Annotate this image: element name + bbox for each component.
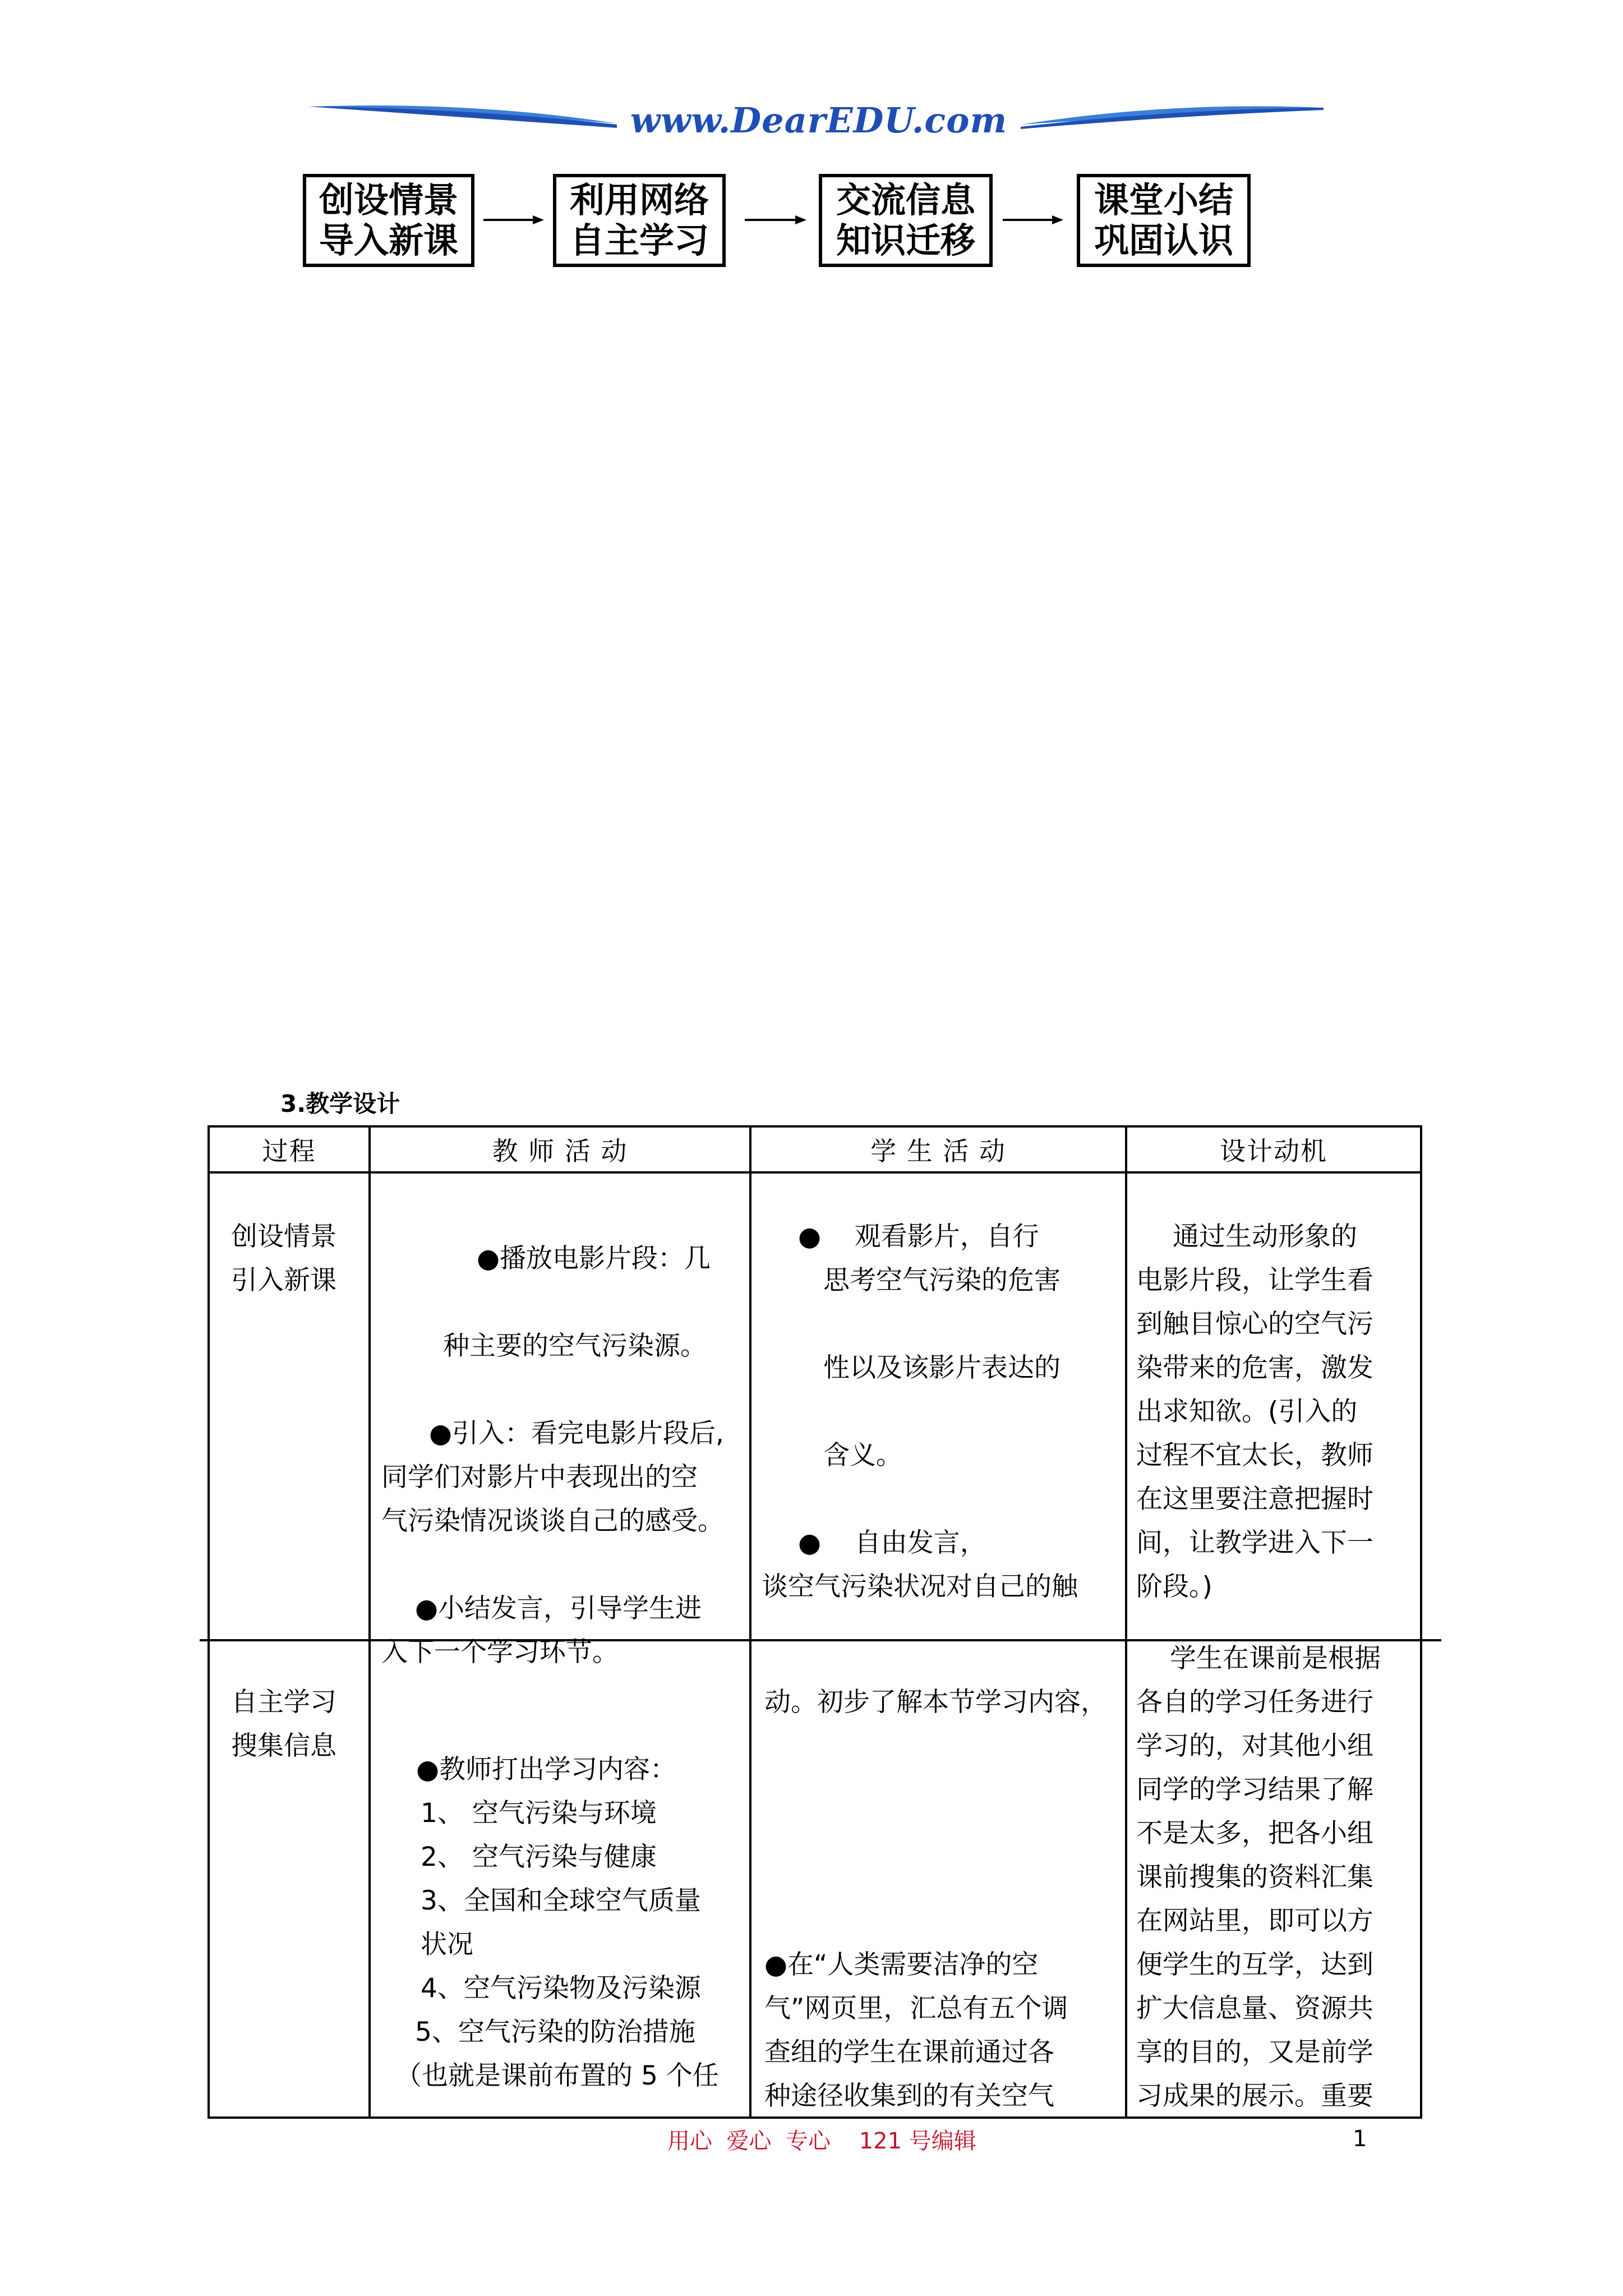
header-process: 过程	[262, 1136, 316, 1166]
table-col-line	[749, 1125, 751, 2119]
student-text: 气”网页里，汇总有五个调	[764, 1993, 1068, 2024]
flow-step-1	[303, 174, 474, 267]
flow-step-4-line2: 巩固认识	[1094, 220, 1233, 261]
table-col-line	[1420, 1125, 1422, 2119]
motivation-line: 扩大信息量、资源共	[1136, 1993, 1373, 2024]
arrow-right-icon	[1003, 213, 1064, 227]
flow-step-2-line2: 自主学习	[569, 220, 709, 261]
student-text: 查组的学生在课前通过各	[764, 2037, 1054, 2068]
motivation-line: 阶段。)	[1136, 1571, 1212, 1602]
motivation-line: 不是太多，把各小组	[1136, 1818, 1373, 1849]
motivation-line: 课前搜集的资料汇集	[1136, 1862, 1373, 1893]
flow-step-3-line1: 交流信息	[836, 180, 975, 220]
student-text: 种途径收集到的有关空气	[764, 2081, 1054, 2111]
teacher-bullet-intro: ●引入：看完电影片段后,	[429, 1418, 724, 1449]
student-text: 谈空气污染状况对自己的触	[762, 1571, 1078, 1602]
section-heading: 3.教学设计	[280, 1090, 400, 1117]
student-text: 思考空气污染的危害	[823, 1265, 1061, 1296]
flow-step-3	[819, 174, 993, 267]
motivation-line: 在网站里，即可以方	[1136, 1906, 1373, 1936]
motivation-line: 各自的学习任务进行	[1136, 1687, 1373, 1718]
motivation-line: 学习的，对其他小组	[1136, 1731, 1373, 1761]
table-col-line	[1125, 1125, 1127, 2119]
motivation-line: 染带来的危害，激发	[1136, 1352, 1373, 1383]
teacher-list-item: 4、空气污染物及污染源	[421, 1973, 701, 2004]
header-teacher-activity: 教 师 活 动	[492, 1136, 628, 1166]
student-text: 含义。	[823, 1440, 902, 1471]
teacher-text: 种主要的空气污染源。	[443, 1331, 707, 1361]
teacher-list-item: 5、空气污染的防治措施	[415, 2017, 695, 2047]
teacher-list-item: 3、全国和全球空气质量	[421, 1885, 701, 1916]
teacher-bullet-summary: ●小结发言，引导学生进	[415, 1593, 702, 1624]
teacher-bullet-play-film: ●播放电影片段：几	[477, 1243, 711, 1274]
flow-step-4	[1077, 174, 1251, 267]
row1-design-motivation	[1136, 1215, 1417, 1609]
row1-student-activity	[762, 1215, 1123, 1609]
table-col-line	[368, 1125, 371, 2119]
row2-design-motivation	[1136, 1637, 1417, 2118]
teacher-bullet-content: ●教师打出学习内容：	[416, 1754, 677, 1785]
student-bullet-watch: ● 观看影片，自行	[798, 1221, 1039, 1252]
motivation-line: 享的目的，又是前学	[1136, 2037, 1373, 2068]
header-student-activity: 学 生 活 动	[870, 1136, 1006, 1166]
student-text: 性以及该影片表达的	[823, 1352, 1061, 1383]
row1-process-line: 引入新课	[231, 1265, 336, 1296]
motivation-line: 学生在课前是根据	[1170, 1643, 1381, 1674]
motivation-line: 间，让教学进入下一	[1136, 1527, 1373, 1558]
student-text: 动。初步了解本节学习内容，	[764, 1687, 1107, 1718]
teacher-text: 入下一个学习环节。	[381, 1637, 619, 1668]
teacher-text: 气污染情况谈谈自己的感受。	[381, 1506, 724, 1536]
motivation-line: 过程不宜太长，教师	[1136, 1440, 1373, 1471]
site-url[interactable]: www.DearEDU.com	[630, 100, 1008, 141]
row1-process	[231, 1215, 336, 1303]
teacher-list-item: 状况	[421, 1929, 473, 1960]
flow-step-2-line1: 利用网络	[569, 180, 709, 220]
flow-step-2	[553, 174, 726, 267]
student-bullet-speak: ● 自由发言，	[798, 1527, 986, 1558]
header-design-motivation: 设计动机	[1220, 1136, 1327, 1166]
motivation-line: 在这里要注意把握时	[1136, 1484, 1373, 1515]
row2-teacher-activity	[381, 1748, 746, 2098]
row2-process	[231, 1681, 336, 1768]
row1-process-line: 创设情景	[231, 1221, 336, 1252]
student-bullet-collect: ●在“人类需要洁净的空	[764, 1949, 1039, 1980]
motivation-line: 通过生动形象的	[1173, 1221, 1357, 1252]
motivation-line: 出求知欲。(引入的	[1136, 1396, 1358, 1427]
teacher-list-item: 2、 空气污染与健康	[421, 1842, 657, 1872]
row2-process-line: 搜集信息	[231, 1731, 336, 1761]
row2-student-activity	[762, 1681, 1123, 2118]
row2-process-line: 自主学习	[231, 1687, 336, 1718]
teacher-list-item: 1、 空气污染与环境	[421, 1798, 657, 1829]
table-col-line	[208, 1125, 210, 2119]
motivation-line: 便学生的互学，达到	[1136, 1949, 1373, 1980]
arrow-right-icon	[745, 213, 808, 227]
motivation-line: 习成果的展示。重要	[1136, 2081, 1373, 2111]
page-footer: 用心 爱心 专心 121 号编辑	[667, 2128, 976, 2154]
motivation-line: 同学的学习结果了解	[1136, 1774, 1373, 1805]
arrow-right-icon	[483, 213, 545, 227]
page-number: 1	[1353, 2126, 1367, 2152]
motivation-line: 电影片段，让学生看	[1136, 1265, 1373, 1296]
motivation-line: 到触目惊心的空气污	[1136, 1309, 1373, 1340]
flow-step-1-line2: 导入新课	[319, 220, 458, 261]
row1-teacher-activity	[381, 1237, 746, 1674]
teacher-list-item: （也就是课前布置的 5 个任	[395, 2060, 719, 2091]
flow-step-1-line1: 创设情景	[319, 180, 458, 220]
table-header-divider	[208, 1171, 1422, 1174]
teacher-text: 同学们对影片中表现出的空	[381, 1462, 698, 1493]
header-banner	[303, 95, 1329, 146]
flow-step-3-line2: 知识迁移	[836, 220, 975, 261]
flow-step-4-line1: 课堂小结	[1094, 180, 1233, 220]
